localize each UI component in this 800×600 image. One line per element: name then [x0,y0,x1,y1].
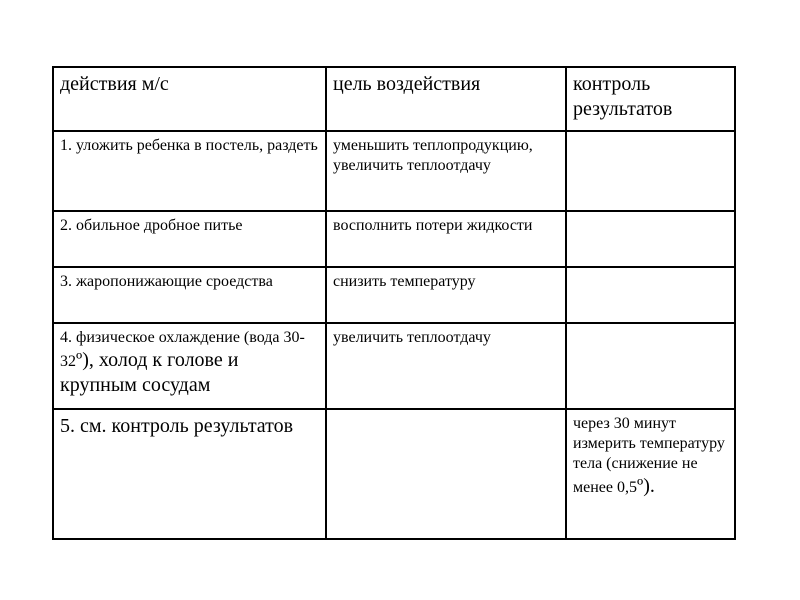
goal-cell [326,409,566,539]
goal-cell: восполнить потери жидкости [326,211,566,267]
table-header-row [53,67,735,131]
control-text-small: через 30 минут измерить температуру тела (снижение не менее 0,5 [573,415,725,496]
header-cell-goal: цель воздействия [326,67,566,131]
action-cell [53,323,326,409]
header-cell-actions: действия м/с [53,67,326,131]
goal-cell: увеличить теплоотдачу [326,323,566,409]
control-cell [566,323,735,409]
action-text-small: 4. физическое охлаждение (вода 30-32 [60,329,305,370]
action-cell: 2. обильное дробное питье [53,211,326,267]
control-text-large: º). [637,475,655,497]
table-row [53,267,735,323]
action-text-large: º), холод к голове и крупным сосудам [60,349,239,396]
table-row [53,131,735,211]
action-cell: 3. жаропонижающие сроедства [53,267,326,323]
action-cell: 1. уложить ребенка в постель, раздеть [53,131,326,211]
table-row [53,211,735,267]
goal-cell: уменьшить теплопродукцию, увеличить теплоотдачу [326,131,566,211]
control-cell [566,409,735,539]
care-plan-table [52,66,736,540]
header-cell-control: контроль результатов [566,67,735,131]
action-cell: 5. см. контроль результатов [53,409,326,539]
table-row [53,323,735,409]
goal-cell: снизить температуру [326,267,566,323]
control-cell [566,131,735,211]
control-cell [566,211,735,267]
table-row [53,409,735,539]
control-cell [566,267,735,323]
